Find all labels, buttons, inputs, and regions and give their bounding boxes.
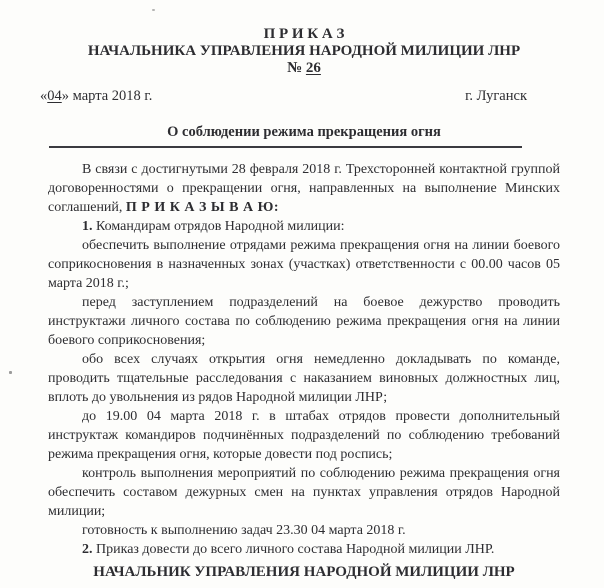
open-quote: «	[40, 88, 48, 104]
subitem-paragraph: перед заступлением подразделений на боевое дежурство проводить инструктажи личного состава по соблюдению режима прекращения огня на линии боевого соприкосновения;	[48, 295, 560, 348]
item-2-text: Приказ довести до всего личного состава Народной милиции ЛНР.	[92, 542, 495, 557]
date-rest: » марта 2018 г.	[61, 88, 153, 104]
document-body	[48, 160, 560, 559]
subitem-paragraph: до 19.00 04 марта 2018 г. в штабах отрядов провести дополнительный инструктаж командиров подчинённых подразделений по соблюдению требований режима прекращения огня, которые довести под роспись;	[48, 409, 560, 462]
subitem-paragraph: обо всех случаях открытия огня немедленно докладывать по команде, проводить тщательные расследования с наказанием виновных должностных лиц, вплоть до увольнения из рядов Народной милиции ЛНР;	[48, 352, 560, 405]
dateline	[40, 88, 527, 105]
date-day: 04	[47, 88, 62, 104]
item-1-paragraph	[48, 217, 560, 236]
scan-speck	[9, 371, 12, 374]
intro-text: В связи с достигнутыми 28 февраля 2018 г. Трехсторонней контактной группой договоренностями о прекращении огня, направленных на выполнение Минских соглашений,	[48, 162, 560, 215]
order-number-line	[48, 60, 560, 77]
signature-title: НАЧАЛЬНИК УПРАВЛЕНИЯ НАРОДНОЙ МИЛИЦИИ ЛНР	[93, 564, 515, 580]
item-2-paragraph	[48, 540, 560, 559]
number-sign: №	[287, 60, 303, 76]
item-1-number: 1.	[82, 219, 93, 234]
command-word: П Р И К А З Ы В А Ю:	[125, 200, 280, 215]
document-place: г. Луганск	[465, 88, 527, 104]
subitem-paragraph: контроль выполнения мероприятий по соблюдению режима прекращения огня обеспечить составом дежурных смен на пунктах управления отрядов Народной милиции;	[48, 466, 560, 519]
order-number: 26	[305, 60, 321, 76]
document-date	[40, 88, 152, 105]
subitem-paragraph: обеспечить выполнение отрядами режима прекращения огня на линии боевого соприкосновения в назначенных зонах (участках) ответственности с 00.00 часов 05 марта 2018 г.;	[48, 238, 560, 291]
document-header	[48, 26, 560, 77]
subject-underline	[49, 146, 522, 148]
order-word: П Р И К А З	[263, 26, 345, 42]
item-1-text: Командирам отрядов Народной милиции:	[92, 219, 345, 234]
issuer-line: НАЧАЛЬНИКА УПРАВЛЕНИЯ НАРОДНОЙ МИЛИЦИИ ЛНР	[87, 43, 521, 59]
subject-title: О соблюдении режима прекращения огня	[167, 124, 441, 140]
scan-speck	[152, 9, 155, 11]
item-2-number: 2.	[82, 542, 93, 557]
subitem-paragraph: готовность к выполнению задач 23.30 04 марта 2018 г.	[82, 523, 406, 538]
intro-paragraph	[48, 160, 560, 217]
